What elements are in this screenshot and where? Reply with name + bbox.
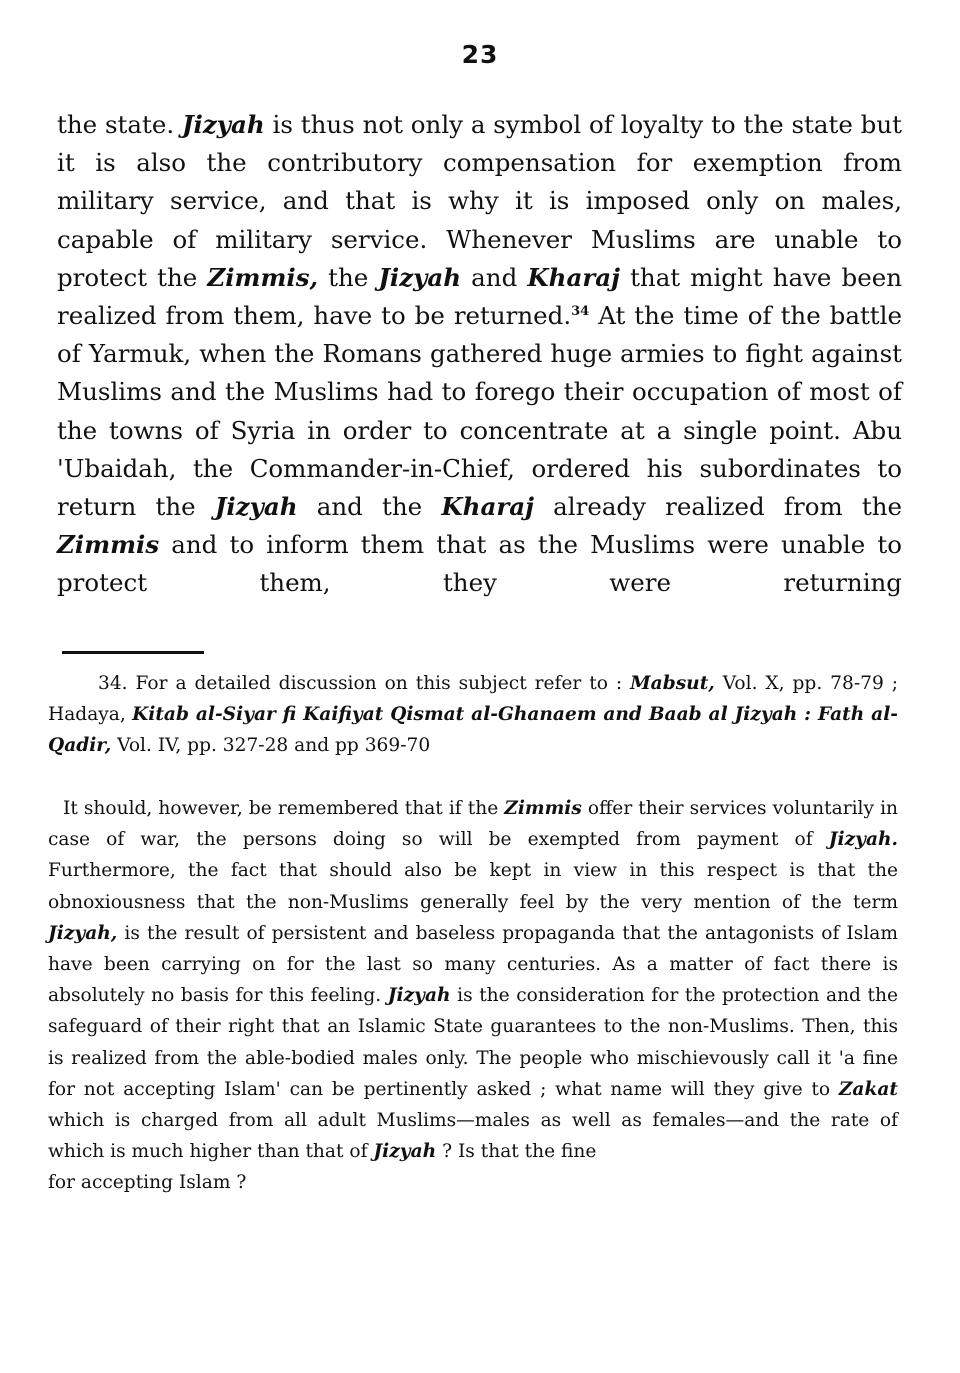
text-run: and the (297, 492, 442, 522)
main-paragraph (57, 106, 902, 603)
italic-term: Jizyah (214, 492, 298, 522)
footnote-marker[interactable]: 34 (571, 304, 590, 320)
text-run: ? Is that the fine (436, 1141, 597, 1163)
italic-term: Jizyah. (828, 829, 898, 851)
italic-term: Jizyah (181, 110, 265, 139)
footnote-note (48, 793, 898, 1199)
italic-term: Jizyah (378, 262, 462, 292)
italic-term: Kharaj (527, 262, 620, 292)
italic-term: Zimmis, (207, 262, 319, 292)
text-run: and (461, 262, 528, 292)
text-run: which is charged from all adult Muslims—males as well as females—and the rate of which is much higher than that of (48, 1110, 898, 1163)
text-run: is the consideration for the protection and the safeguard of their right that an Islamic State guarantees to the non-Muslims. Then, this is realized from the able-bodied males only. The people who mischievously call it 'a fine for not accepting Islam' can be pertinently asked ; what name will they give to (48, 985, 898, 1100)
italic-source: Kitab al-Siyar fi Kaifiyat Qismat al-Ghanaem and Baab al Jizyah : Fath al-Qadir, (48, 704, 898, 757)
text-run: already realized from the (533, 492, 902, 522)
footnote-divider (62, 651, 204, 654)
italic-term: Zimmis (57, 530, 160, 560)
italic-term: Jizyah (387, 985, 451, 1007)
italic-source: Mabsut, (630, 673, 715, 694)
italic-term: Zimmis (504, 798, 582, 819)
text-run: is thus not only a symbol of loyalty to the state but it is also the contributory compensation for exemption from military service, and that is why it is imposed only on males, capable of military service. Whenever Muslims are unable to protect the (57, 110, 902, 292)
text-run: for accepting Islam ? (48, 1172, 247, 1194)
text-run: the state. (57, 110, 182, 139)
footnote-34 (48, 668, 898, 762)
text-run: At the time of the battle of Yarmuk, when the Romans gathered huge armies to fight against Muslims and the Muslims had to forego their occupation of most of the towns of Syria in order to concentrate at a single point. Abu 'Ubaidah, the Commander-in-Chief, ordered his subordinates to return the (57, 301, 902, 522)
page-number: 23 (461, 40, 499, 69)
italic-term: Jizyah (373, 1141, 437, 1163)
text-run: and to inform them that as the Muslims were unable to protect them, they were returning (57, 530, 902, 598)
text-run: For a detailed discussion on this subject refer to : (127, 673, 631, 694)
text-run: Vol. IV, pp. 327-28 and pp 369-70 (111, 735, 431, 757)
italic-term: Zakat (838, 1078, 898, 1100)
text-run: Vol. X, pp. 78-79 ; Hadaya, (48, 673, 899, 726)
text-run: Furthermore, the fact that should also be kept in view in this respect is that the obnoxiousness that the non-Muslims generally feel by the very mention of the term (48, 860, 898, 913)
footnote-number: 34. (98, 673, 128, 694)
text-run: It should, however, be remembered that if the (63, 798, 505, 819)
italic-term: Kharaj (441, 492, 534, 522)
italic-term: Jizyah, (48, 922, 118, 944)
text-run: that might have been realized from them, have to be returned. (57, 262, 902, 331)
text-run: offer their services voluntarily in case of war, the persons doing so will be exempted from payment of (48, 798, 899, 851)
text-run: is the result of persistent and baseless propaganda that the antagonists of Islam have been carrying on for the last so many centuries. As a matter of fact there is absolutely no basis for this feeling. (48, 922, 898, 1007)
text-run: the (318, 262, 379, 292)
